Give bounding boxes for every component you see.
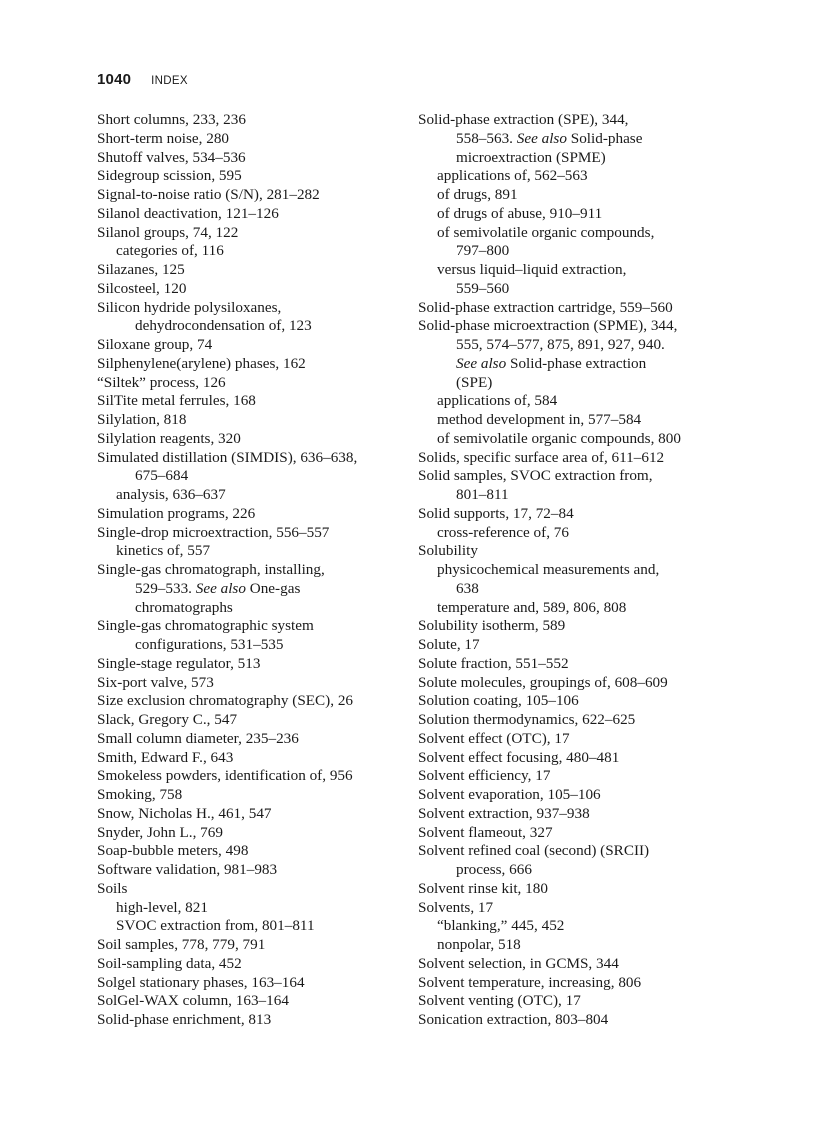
index-subentry: SVOC extraction from, 801–811: [116, 917, 315, 935]
index-continuation: 559–560: [456, 279, 510, 297]
index-entry: Single-gas chromatographic system: [97, 617, 314, 635]
index-entry: Solid-phase extraction (SPE), 344,: [418, 111, 629, 128]
index-entry: Solgel stationary phases, 163–164: [97, 973, 305, 991]
index-subentry: analysis, 636–637: [116, 486, 226, 503]
index-entry: Solvent evaporation, 105–106: [418, 786, 601, 803]
index-subentry: method development in, 577–584: [437, 411, 642, 428]
index-entry: Solution coating, 105–106: [418, 692, 579, 710]
index-entry: Soil-sampling data, 452: [97, 954, 242, 972]
index-entry: Soap-bubble meters, 498: [97, 842, 249, 860]
index-entry: Solvent refined coal (second) (SRCII): [418, 842, 650, 860]
index-column-right: [418, 111, 748, 1030]
index-entry: Solute fraction, 551–552: [418, 654, 569, 672]
index-entry: Solvent selection, in GCMS, 344: [418, 954, 619, 972]
see-also-label: See also: [516, 129, 567, 147]
index-continuation: process, 666: [456, 861, 532, 878]
index-entry: Slack, Gregory C., 547: [97, 711, 238, 728]
see-also-label: See also: [195, 579, 246, 597]
index-subentry: of drugs of abuse, 910–911: [437, 204, 603, 222]
index-entry: Solid-phase enrichment, 813: [97, 1011, 272, 1028]
index-continuation: 675–684: [135, 467, 189, 485]
index-entry: Size exclusion chromatography (SEC), 26: [97, 692, 354, 710]
entry-text: One-gas: [245, 579, 301, 597]
index-continuation: dehydrocondensation of, 123: [135, 317, 312, 335]
entry-text: Solid-phase: [566, 129, 643, 147]
index-subentry: high-level, 821: [116, 898, 208, 916]
index-entry: Smokeless powders, identification of, 956: [97, 767, 353, 785]
index-entry: Solvent venting (OTC), 17: [418, 992, 581, 1010]
index-entry: Short columns, 233, 236: [97, 111, 246, 128]
index-entry: Shutoff valves, 534–536: [97, 148, 246, 166]
index-entry: Solvent flameout, 327: [418, 823, 553, 841]
index-entry: Solubility isotherm, 589: [418, 617, 566, 635]
index-subentry: temperature and, 589, 806, 808: [437, 598, 627, 616]
index-subentry: applications of, 562–563: [437, 167, 588, 185]
index-subentry: versus liquid–liquid extraction,: [437, 261, 627, 278]
index-entry: Solute, 17: [418, 636, 480, 653]
index-continuation: [418, 130, 748, 149]
index-entry: Silicon hydride polysiloxanes,: [97, 298, 282, 316]
index-entry: Solute molecules, groupings of, 608–609: [418, 673, 668, 691]
index-entry: Smith, Edward F., 643: [97, 748, 234, 766]
index-entry: SilTite metal ferrules, 168: [97, 392, 256, 410]
index-entry: Solvent rinse kit, 180: [418, 879, 548, 897]
index-entry: Solubility: [418, 542, 478, 560]
index-entry: Solvent extraction, 937–938: [418, 804, 590, 822]
index-entry: SolGel-WAX column, 163–164: [97, 992, 289, 1010]
index-entry: Silcosteel, 120: [97, 279, 187, 297]
index-entry: Soils: [97, 879, 128, 897]
index-entry: Simulation programs, 226: [97, 504, 256, 522]
index-entry: Solvent effect (OTC), 17: [418, 729, 570, 747]
index-subentry: kinetics of, 557: [116, 542, 211, 560]
index-entry: Siloxane group, 74: [97, 336, 213, 353]
index-subentry: “blanking,” 445, 452: [437, 917, 565, 935]
index-entry: Silylation, 818: [97, 411, 187, 428]
index-subentry: of semivolatile organic compounds,: [437, 223, 655, 241]
index-continuation: 801–811: [456, 486, 509, 503]
index-continuation: (SPE): [456, 373, 493, 391]
index-continuation: [97, 580, 412, 599]
index-subentry: of drugs, 891: [437, 186, 518, 203]
index-entry: Solution thermodynamics, 622–625: [418, 711, 636, 728]
index-entry: Snyder, John L., 769: [97, 823, 223, 841]
index-entry: Single-drop microextraction, 556–557: [97, 523, 330, 541]
index-continuation: 638: [456, 579, 479, 597]
index-entry: Signal-to-noise ratio (S/N), 281–282: [97, 186, 320, 203]
index-entry: Small column diameter, 235–236: [97, 729, 299, 747]
running-title: INDEX: [151, 75, 188, 87]
index-entry: Silphenylene(arylene) phases, 162: [97, 354, 306, 372]
index-subentry: nonpolar, 518: [437, 936, 521, 953]
index-subentry: physicochemical measurements and,: [437, 561, 660, 578]
entry-text: 529–533.: [135, 579, 196, 597]
index-entry: Solvent temperature, increasing, 806: [418, 973, 642, 991]
index-entry: Solid-phase extraction cartridge, 559–560: [418, 298, 673, 316]
index-entry: Sonication extraction, 803–804: [418, 1011, 609, 1028]
index-continuation: [418, 355, 748, 374]
index-entry: “Siltek” process, 126: [97, 373, 226, 391]
index-entry: Solids, specific surface area of, 611–612: [418, 448, 665, 466]
index-subentry: applications of, 584: [437, 392, 558, 410]
index-entry: Single-stage regulator, 513: [97, 654, 261, 672]
index-subentry: of semivolatile organic compounds, 800: [437, 429, 681, 447]
index-entry: Short-term noise, 280: [97, 129, 230, 147]
index-subentry: categories of, 116: [116, 242, 224, 260]
index-entry: Solid samples, SVOC extraction from,: [418, 467, 653, 485]
index-entry: Solvent effect focusing, 480–481: [418, 748, 620, 766]
index-entry: Simulated distillation (SIMDIS), 636–638,: [97, 448, 358, 466]
index-entry: Solid supports, 17, 72–84: [418, 504, 574, 522]
index-continuation: chromatographs: [135, 598, 233, 616]
index-entry: Silylation reagents, 320: [97, 429, 241, 447]
index-entry: Solvents, 17: [418, 898, 494, 916]
index-entry: Silazanes, 125: [97, 261, 185, 278]
index-entry: Solid-phase microextraction (SPME), 344,: [418, 317, 678, 335]
index-entry: Soil samples, 778, 779, 791: [97, 936, 266, 953]
see-also-label: See also: [456, 354, 507, 372]
page-number: 1040: [97, 71, 132, 88]
index-subentry: cross-reference of, 76: [437, 523, 569, 541]
index-continuation: 797–800: [456, 242, 510, 260]
index-continuation: microextraction (SPME): [456, 148, 606, 166]
index-entry: Snow, Nicholas H., 461, 547: [97, 804, 272, 822]
index-continuation: 555, 574–577, 875, 891, 927, 940.: [456, 336, 665, 353]
running-header: [97, 71, 188, 93]
index-entry: Solvent efficiency, 17: [418, 767, 551, 785]
index-entry: Six-port valve, 573: [97, 673, 214, 691]
index-entry: Silanol deactivation, 121–126: [97, 204, 279, 222]
index-continuation: configurations, 531–535: [135, 636, 284, 653]
entry-text: 558–563.: [456, 129, 517, 147]
index-entry: Smoking, 758: [97, 786, 183, 803]
index-column-left: [97, 111, 412, 1030]
index-entry: Single-gas chromatograph, installing,: [97, 561, 325, 578]
index-entry: Sidegroup scission, 595: [97, 167, 242, 185]
index-entry: Software validation, 981–983: [97, 861, 278, 878]
index-entry: Silanol groups, 74, 122: [97, 223, 239, 241]
entry-text: Solid-phase extraction: [506, 354, 647, 372]
